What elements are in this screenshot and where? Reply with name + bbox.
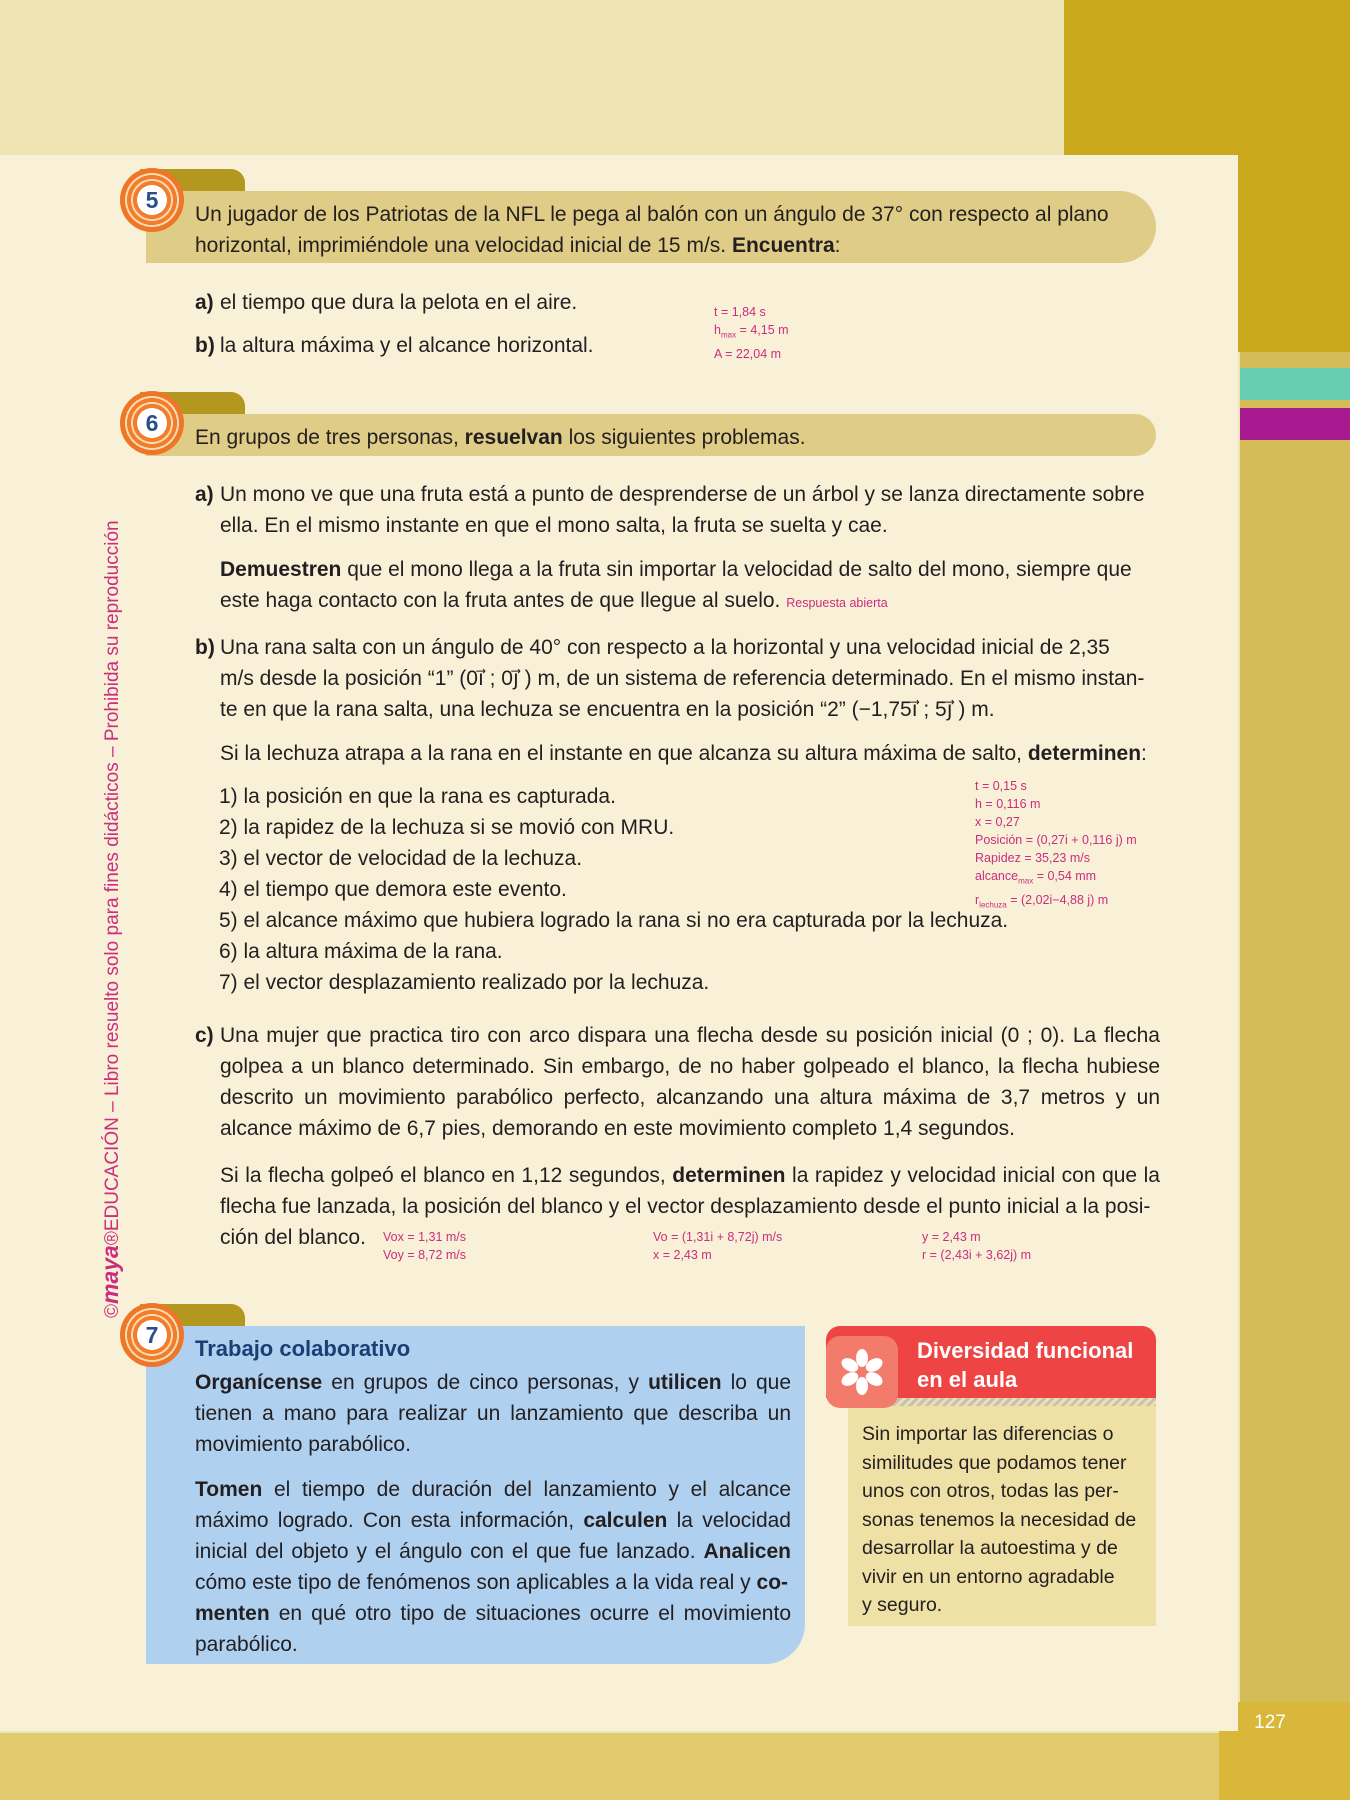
sidebar-text: EDUCACIÓN – Libro resuelto solo para fines didácticos – Prohibida su reproducción (102, 520, 123, 1232)
list-item: 4) el tiempo que demora este evento. (219, 878, 567, 901)
exercise-5-answers: t = 1,84 s $h_{max} = 4,15$ m A = 22,04 m (714, 305, 789, 361)
exercise-6-b-paragraph2: Si la lechuza atrapa a la rana en el instante en que alcanza su altura máxima de salto, determinen: (220, 742, 1147, 765)
exercise-6-a-paragraph2: Demuestren que el mono llega a la fruta sin importar la velocidad de salto del mono, siempre que este haga contacto con la fruta antes de que llegue al suelo. Respuesta abierta (220, 558, 1132, 612)
collaborative-work-title: Trabajo colaborativo (195, 1336, 411, 1361)
exercise-6-c-answers-3: y = 2,43 m r = (2,43i + 3,62j) m (922, 1230, 1032, 1262)
list-item: 2) la rapidez de la lechuza si se movió con MRU. (219, 816, 675, 839)
badge-number: 7 (145, 1321, 159, 1348)
page-number: 127 (1254, 1712, 1286, 1733)
brand-logo: maya (97, 1245, 123, 1304)
collaborative-work-paragraph1: Organícense en grupos de cinco personas, y utilicen lo que tienen a mano para realizar un lanzamiento que describa un movimiento parabólico. (195, 1371, 792, 1456)
copyright-sidebar (97, 520, 124, 1318)
list-item: 3) el vector de velocidad de la lechuza. (219, 847, 583, 870)
magenta-tab (1240, 408, 1350, 440)
registered-mark: ® (102, 1231, 123, 1246)
exercise-5-badge (120, 168, 184, 232)
exercise-7-badge (120, 1303, 184, 1367)
copyright-symbol: © (102, 1304, 123, 1318)
badge-number: 6 (145, 409, 159, 436)
diversity-text: Sin importar las diferencias o similitudes que podamos tener unos con otros, todas las per- sonas tenemos la necesidad de desarrollar la autoestima y de vivir en un entorno agradable y seguro. (862, 1423, 1137, 1616)
diversity-icon-box (826, 1336, 898, 1408)
exercise-5-prompt-line1: Un jugador de los Patriotas de la NFL le pega al balón con un ángulo de 37° con respecto al plano (195, 203, 1109, 226)
diversity-title: Diversidad funcional en el aula (917, 1338, 1134, 1392)
list-item: 1) la posición en que la rana es capturada. (219, 785, 616, 808)
exercise-6-badge (120, 391, 184, 455)
right-edge-strip (1240, 352, 1350, 1702)
exercise-6-c-paragraph2: Si la flecha golpeó el blanco en 1,12 segundos, determinen la rapidez y velocidad inicial con que la flecha fue lanzada, la posición del blanco y el vector desplazamiento desde el punto inicial a la posi- (220, 1164, 1160, 1218)
exercise-6-c-answers-2: Vo = (1,31i + 8,72j) m/s x = 2,43 m (653, 1230, 783, 1262)
collaborative-work-paragraph2: Tomen el tiempo de duración del lanzamiento y el alcance máximo logrado. Con esta información, calculen la velocidad inicial del objeto y el ángulo con el que fue lanzado. Analicen cómo este tipo de fenómenos son aplicables a la vida real y co- menten en qué otro tipo de situaciones ocurre el movimiento parabólico. (195, 1478, 791, 1656)
list-item: 6) la altura máxima de la rana. (219, 940, 503, 963)
answer-open: Respuesta abierta (786, 596, 888, 610)
diversity-header-stripe (890, 1398, 1156, 1406)
badge-number: 5 (145, 186, 159, 213)
bottom-band (0, 1733, 1350, 1800)
exercise-6-prompt: En grupos de tres personas, resuelvan los siguientes problemas. (195, 426, 806, 449)
flower-icon (826, 1336, 898, 1408)
teal-tab (1240, 368, 1350, 400)
list-item: 5) el alcance máximo que hubiera logrado la rana si no era capturada por la lechuza. (219, 909, 1009, 932)
list-item: 7) el vector desplazamiento realizado por la lechuza. (219, 971, 710, 994)
exercise-5-prompt-line2: horizontal, imprimiéndole una velocidad inicial de 15 m/s. Encuentra: (195, 234, 841, 257)
exercise-6-c-answers-1: Vox = 1,31 m/s Voy = 8,72 m/s (383, 1230, 467, 1262)
keyword: Encuentra (731, 234, 835, 257)
exercise-6-c-last-line: ción del blanco. (220, 1226, 366, 1249)
exercise-6-b-answers: t = 0,15 s h = 0,116 m x = 0,27 Posición = (0,27i + 0,116 j) m Rapidez = 35,23 m/s alcance$_{max}$ = 0,54 mm $r_{lechuza} = (2,02i-4,88$ j) m (975, 779, 1137, 909)
exercise-6-b-list (219, 781, 1008, 998)
